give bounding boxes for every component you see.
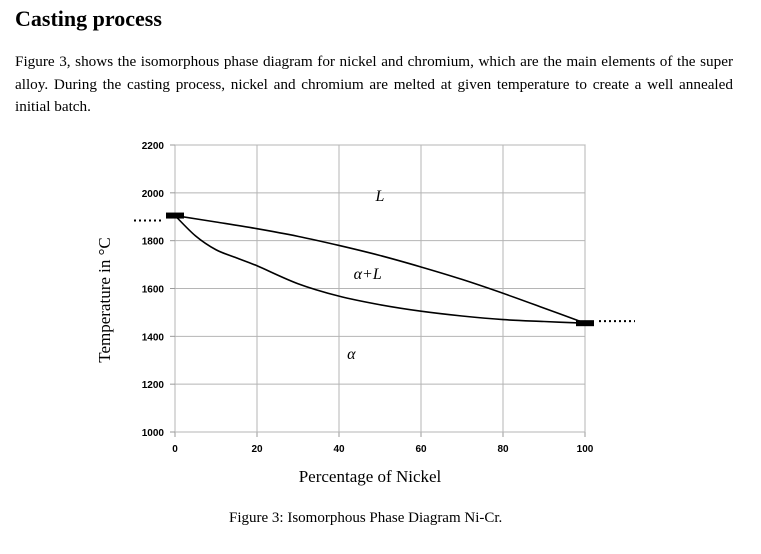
x-tick-label: 60 [415, 444, 427, 455]
y-tick-label: 2200 [141, 141, 164, 152]
region-label: L [375, 188, 385, 206]
y-tick-label: 1400 [141, 332, 164, 344]
melting-point-marker [166, 213, 184, 219]
y-tick-label: 2000 [141, 188, 164, 200]
y-tick-label: 1800 [141, 236, 164, 248]
figure-caption: Figure 3: Isomorphous Phase Diagram Ni-Cr. [229, 510, 503, 526]
y-tick-label: 1000 [141, 428, 164, 439]
section-title: Casting process [15, 6, 162, 31]
x-tick-label: 0 [172, 444, 178, 455]
x-tick-label: 80 [497, 444, 509, 455]
x-tick-label: 40 [333, 444, 345, 455]
x-tick-label: 20 [251, 444, 263, 455]
body-paragraph: Figure 3, shows the isomorphous phase diagram for nickel and chromium, which are the main elements of the super alloy. During the casting process, nickel and chromium are melted at given temperature to create a well annealed initial batch. [15, 53, 733, 115]
x-axis-label: Percentage of Nickel [298, 467, 442, 486]
y-axis-label: Temperature in °C [95, 237, 114, 363]
y-tick-label: 1200 [141, 380, 164, 392]
melting-point-marker [576, 320, 594, 326]
region-label: α+L [353, 265, 382, 283]
x-tick-label: 100 [576, 444, 594, 455]
y-tick-label: 1600 [141, 284, 164, 296]
region-label: α [347, 346, 356, 364]
